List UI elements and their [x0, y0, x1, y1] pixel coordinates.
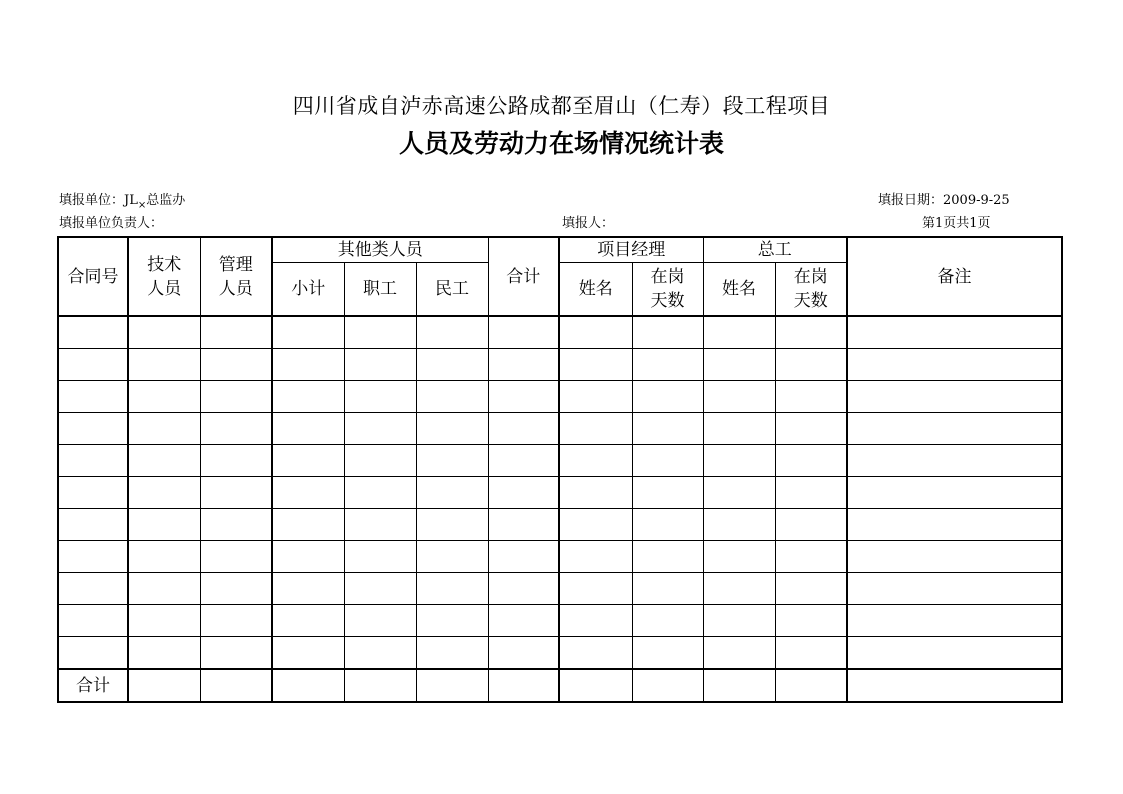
table-cell[interactable]	[128, 349, 200, 381]
header-tech-staff	[128, 237, 200, 316]
unit-value-prefix: JL	[124, 193, 138, 208]
table-cell[interactable]	[775, 349, 847, 381]
table-cell[interactable]	[703, 445, 775, 477]
title-project: 四川省成自泸赤高速公路成都至眉山（仁寿）段工程项目	[292, 94, 831, 118]
total-cell[interactable]	[632, 669, 703, 702]
table-cell[interactable]	[703, 541, 775, 573]
table-cell[interactable]	[272, 445, 344, 477]
table-cell[interactable]	[847, 316, 1062, 349]
table-cell[interactable]	[632, 605, 703, 637]
table-cell[interactable]	[272, 381, 344, 413]
total-cell[interactable]	[272, 669, 344, 702]
table-cell[interactable]	[488, 541, 559, 573]
table-row	[58, 573, 1062, 605]
header-subtotal: 小计	[272, 263, 344, 317]
table-row	[58, 349, 1062, 381]
table-cell[interactable]	[559, 573, 632, 605]
table-cell[interactable]	[344, 573, 416, 605]
responsible-label: 填报单位负责人：	[59, 216, 164, 231]
header-total: 合计	[488, 237, 559, 316]
table-cell[interactable]	[272, 637, 344, 670]
table-cell[interactable]	[128, 316, 200, 349]
table-cell[interactable]	[488, 381, 559, 413]
header-mgmt-line1: 管理	[218, 254, 253, 275]
table-cell[interactable]	[416, 445, 488, 477]
table-cell[interactable]	[775, 316, 847, 349]
table-cell[interactable]	[128, 573, 200, 605]
table-row	[58, 477, 1062, 509]
table-cell[interactable]	[488, 573, 559, 605]
table-cell[interactable]	[416, 509, 488, 541]
table-cell[interactable]	[632, 509, 703, 541]
header-other-group: 其他类人员	[272, 237, 488, 263]
total-cell[interactable]	[128, 669, 200, 702]
total-cell[interactable]	[488, 669, 559, 702]
table-row	[58, 445, 1062, 477]
header-ce-days-line2: 天数	[793, 291, 828, 311]
table-cell[interactable]	[847, 413, 1062, 445]
table-cell[interactable]	[488, 413, 559, 445]
table-cell[interactable]	[416, 573, 488, 605]
table-cell[interactable]	[58, 413, 128, 445]
table-cell[interactable]	[344, 637, 416, 670]
table-row	[58, 316, 1062, 349]
table-cell[interactable]	[272, 573, 344, 605]
table-cell[interactable]	[344, 381, 416, 413]
table-cell[interactable]	[559, 637, 632, 670]
table-cell[interactable]	[559, 445, 632, 477]
table-cell[interactable]	[58, 541, 128, 573]
table-cell[interactable]	[416, 381, 488, 413]
table-cell[interactable]	[559, 605, 632, 637]
table-cell[interactable]	[200, 509, 272, 541]
table-cell[interactable]	[344, 541, 416, 573]
table-cell[interactable]	[128, 381, 200, 413]
table-cell[interactable]	[200, 605, 272, 637]
table-row	[58, 637, 1062, 670]
table-cell[interactable]	[128, 637, 200, 670]
table-row	[58, 509, 1062, 541]
table-row	[58, 605, 1062, 637]
table-cell[interactable]	[128, 477, 200, 509]
filler-field	[562, 216, 614, 232]
table-cell[interactable]	[488, 316, 559, 349]
table-cell[interactable]	[632, 413, 703, 445]
table-cell[interactable]	[703, 637, 775, 670]
table-cell[interactable]	[775, 605, 847, 637]
table-cell[interactable]	[416, 477, 488, 509]
header-pm-group: 项目经理	[559, 237, 703, 263]
table-cell[interactable]	[344, 477, 416, 509]
table-cell[interactable]	[416, 316, 488, 349]
table-cell[interactable]	[58, 381, 128, 413]
total-cell[interactable]	[416, 669, 488, 702]
table-cell[interactable]	[200, 381, 272, 413]
table-cell[interactable]	[58, 316, 128, 349]
header-remarks: 备注	[847, 237, 1062, 316]
table-cell[interactable]	[200, 477, 272, 509]
table-row	[58, 541, 1062, 573]
table-cell[interactable]	[272, 316, 344, 349]
total-row	[58, 669, 1062, 702]
unit-value-sub: ×	[137, 200, 147, 211]
header-ce-group: 总工	[703, 237, 847, 263]
table-body	[58, 316, 1062, 702]
table-cell[interactable]	[128, 413, 200, 445]
total-cell[interactable]	[847, 669, 1062, 702]
table-cell[interactable]	[559, 349, 632, 381]
header-mgmt-staff	[200, 237, 272, 316]
table-cell[interactable]	[775, 477, 847, 509]
table-cell[interactable]	[128, 605, 200, 637]
table-cell[interactable]	[200, 316, 272, 349]
table-cell[interactable]	[200, 541, 272, 573]
table-cell[interactable]	[703, 316, 775, 349]
table-cell[interactable]	[272, 413, 344, 445]
table-cell[interactable]	[200, 573, 272, 605]
table-cell[interactable]	[344, 509, 416, 541]
header-staff: 职工	[344, 263, 416, 317]
table-cell[interactable]	[847, 605, 1062, 637]
table-cell[interactable]	[847, 445, 1062, 477]
table-cell[interactable]	[632, 381, 703, 413]
table-cell[interactable]	[58, 637, 128, 670]
page-info: 第1页共1页	[922, 216, 991, 231]
table-cell[interactable]	[488, 637, 559, 670]
table-row	[58, 413, 1062, 445]
table-cell[interactable]	[200, 445, 272, 477]
table-cell[interactable]	[775, 445, 847, 477]
table-cell[interactable]	[703, 381, 775, 413]
table-cell[interactable]	[703, 413, 775, 445]
table-cell[interactable]	[200, 413, 272, 445]
total-row-label: 合计	[58, 669, 128, 702]
table-cell[interactable]	[272, 605, 344, 637]
title-form: 人员及劳动力在场情况统计表	[398, 129, 724, 158]
unit-value-suffix: 总监办	[146, 193, 186, 208]
table-cell[interactable]	[847, 637, 1062, 670]
table-cell[interactable]	[58, 349, 128, 381]
table-cell[interactable]	[416, 605, 488, 637]
table-cell[interactable]	[632, 477, 703, 509]
table-cell[interactable]	[703, 509, 775, 541]
filler-label: 填报人：	[562, 216, 615, 231]
table-cell[interactable]	[559, 541, 632, 573]
table-cell[interactable]	[847, 477, 1062, 509]
table-cell[interactable]	[344, 445, 416, 477]
table-cell[interactable]	[632, 316, 703, 349]
table-cell[interactable]	[488, 349, 559, 381]
table-cell[interactable]	[488, 509, 559, 541]
total-cell[interactable]	[775, 669, 847, 702]
table-cell[interactable]	[847, 349, 1062, 381]
header-pm-name: 姓名	[559, 263, 632, 317]
table-cell[interactable]	[847, 573, 1062, 605]
header-pm-days-line1: 在岗	[650, 267, 685, 287]
table-cell[interactable]	[344, 316, 416, 349]
table-row	[58, 381, 1062, 413]
total-cell[interactable]	[703, 669, 775, 702]
table-cell[interactable]	[847, 509, 1062, 541]
header-contract-no: 合同号	[58, 237, 128, 316]
table-cell[interactable]	[559, 316, 632, 349]
table-cell[interactable]	[272, 477, 344, 509]
table-cell[interactable]	[488, 477, 559, 509]
table-cell[interactable]	[703, 573, 775, 605]
table-cell[interactable]	[488, 445, 559, 477]
header-pm-days-line2: 天数	[650, 291, 685, 311]
table-cell[interactable]	[775, 541, 847, 573]
table-cell[interactable]	[559, 509, 632, 541]
table-cell[interactable]	[703, 349, 775, 381]
header-ce-name: 姓名	[703, 263, 775, 317]
table-cell[interactable]	[128, 445, 200, 477]
table-cell[interactable]	[58, 477, 128, 509]
table-cell[interactable]	[58, 445, 128, 477]
header-tech-line1: 技术	[147, 254, 182, 275]
table-cell[interactable]	[416, 349, 488, 381]
table-cell[interactable]	[847, 381, 1062, 413]
table-cell[interactable]	[58, 573, 128, 605]
header-ce-days-line1: 在岗	[793, 267, 828, 287]
table-cell[interactable]	[200, 349, 272, 381]
responsible-field	[59, 216, 163, 232]
date-field	[878, 193, 1010, 209]
table-cell[interactable]	[128, 509, 200, 541]
total-cell[interactable]	[559, 669, 632, 702]
total-cell[interactable]	[200, 669, 272, 702]
table-cell[interactable]	[128, 541, 200, 573]
table-cell[interactable]	[559, 381, 632, 413]
table-cell[interactable]	[775, 413, 847, 445]
table-cell[interactable]	[272, 541, 344, 573]
table-cell[interactable]	[416, 541, 488, 573]
table-cell[interactable]	[632, 541, 703, 573]
table-cell[interactable]	[272, 349, 344, 381]
table-cell[interactable]	[200, 637, 272, 670]
table-cell[interactable]	[58, 509, 128, 541]
header-pm-days	[632, 263, 703, 317]
table-cell[interactable]	[344, 413, 416, 445]
table-cell[interactable]	[775, 509, 847, 541]
total-cell[interactable]	[344, 669, 416, 702]
table-cell[interactable]	[632, 445, 703, 477]
header-laborer: 民工	[416, 263, 488, 317]
table-cell[interactable]	[847, 541, 1062, 573]
header-tech-line2: 人员	[147, 278, 182, 299]
table-cell[interactable]	[632, 573, 703, 605]
personnel-table	[57, 236, 1063, 703]
table-cell[interactable]	[488, 605, 559, 637]
table-cell[interactable]	[559, 477, 632, 509]
table-cell[interactable]	[775, 381, 847, 413]
table-cell[interactable]	[272, 509, 344, 541]
header-mgmt-line2: 人员	[218, 278, 253, 299]
table-cell[interactable]	[703, 477, 775, 509]
table-cell[interactable]	[632, 637, 703, 670]
date-value: 2009-9-25	[943, 193, 1010, 208]
table-cell[interactable]	[416, 637, 488, 670]
unit-field	[59, 193, 185, 210]
date-label: 填报日期：	[878, 193, 944, 208]
table-cell[interactable]	[559, 413, 632, 445]
table-cell[interactable]	[416, 413, 488, 445]
table-cell[interactable]	[344, 349, 416, 381]
table-cell[interactable]	[775, 637, 847, 670]
table-cell[interactable]	[775, 573, 847, 605]
unit-label: 填报单位：	[59, 193, 125, 208]
table-cell[interactable]	[58, 605, 128, 637]
table-cell[interactable]	[703, 605, 775, 637]
table-cell[interactable]	[632, 349, 703, 381]
table-cell[interactable]	[344, 605, 416, 637]
header-ce-days	[775, 263, 847, 317]
